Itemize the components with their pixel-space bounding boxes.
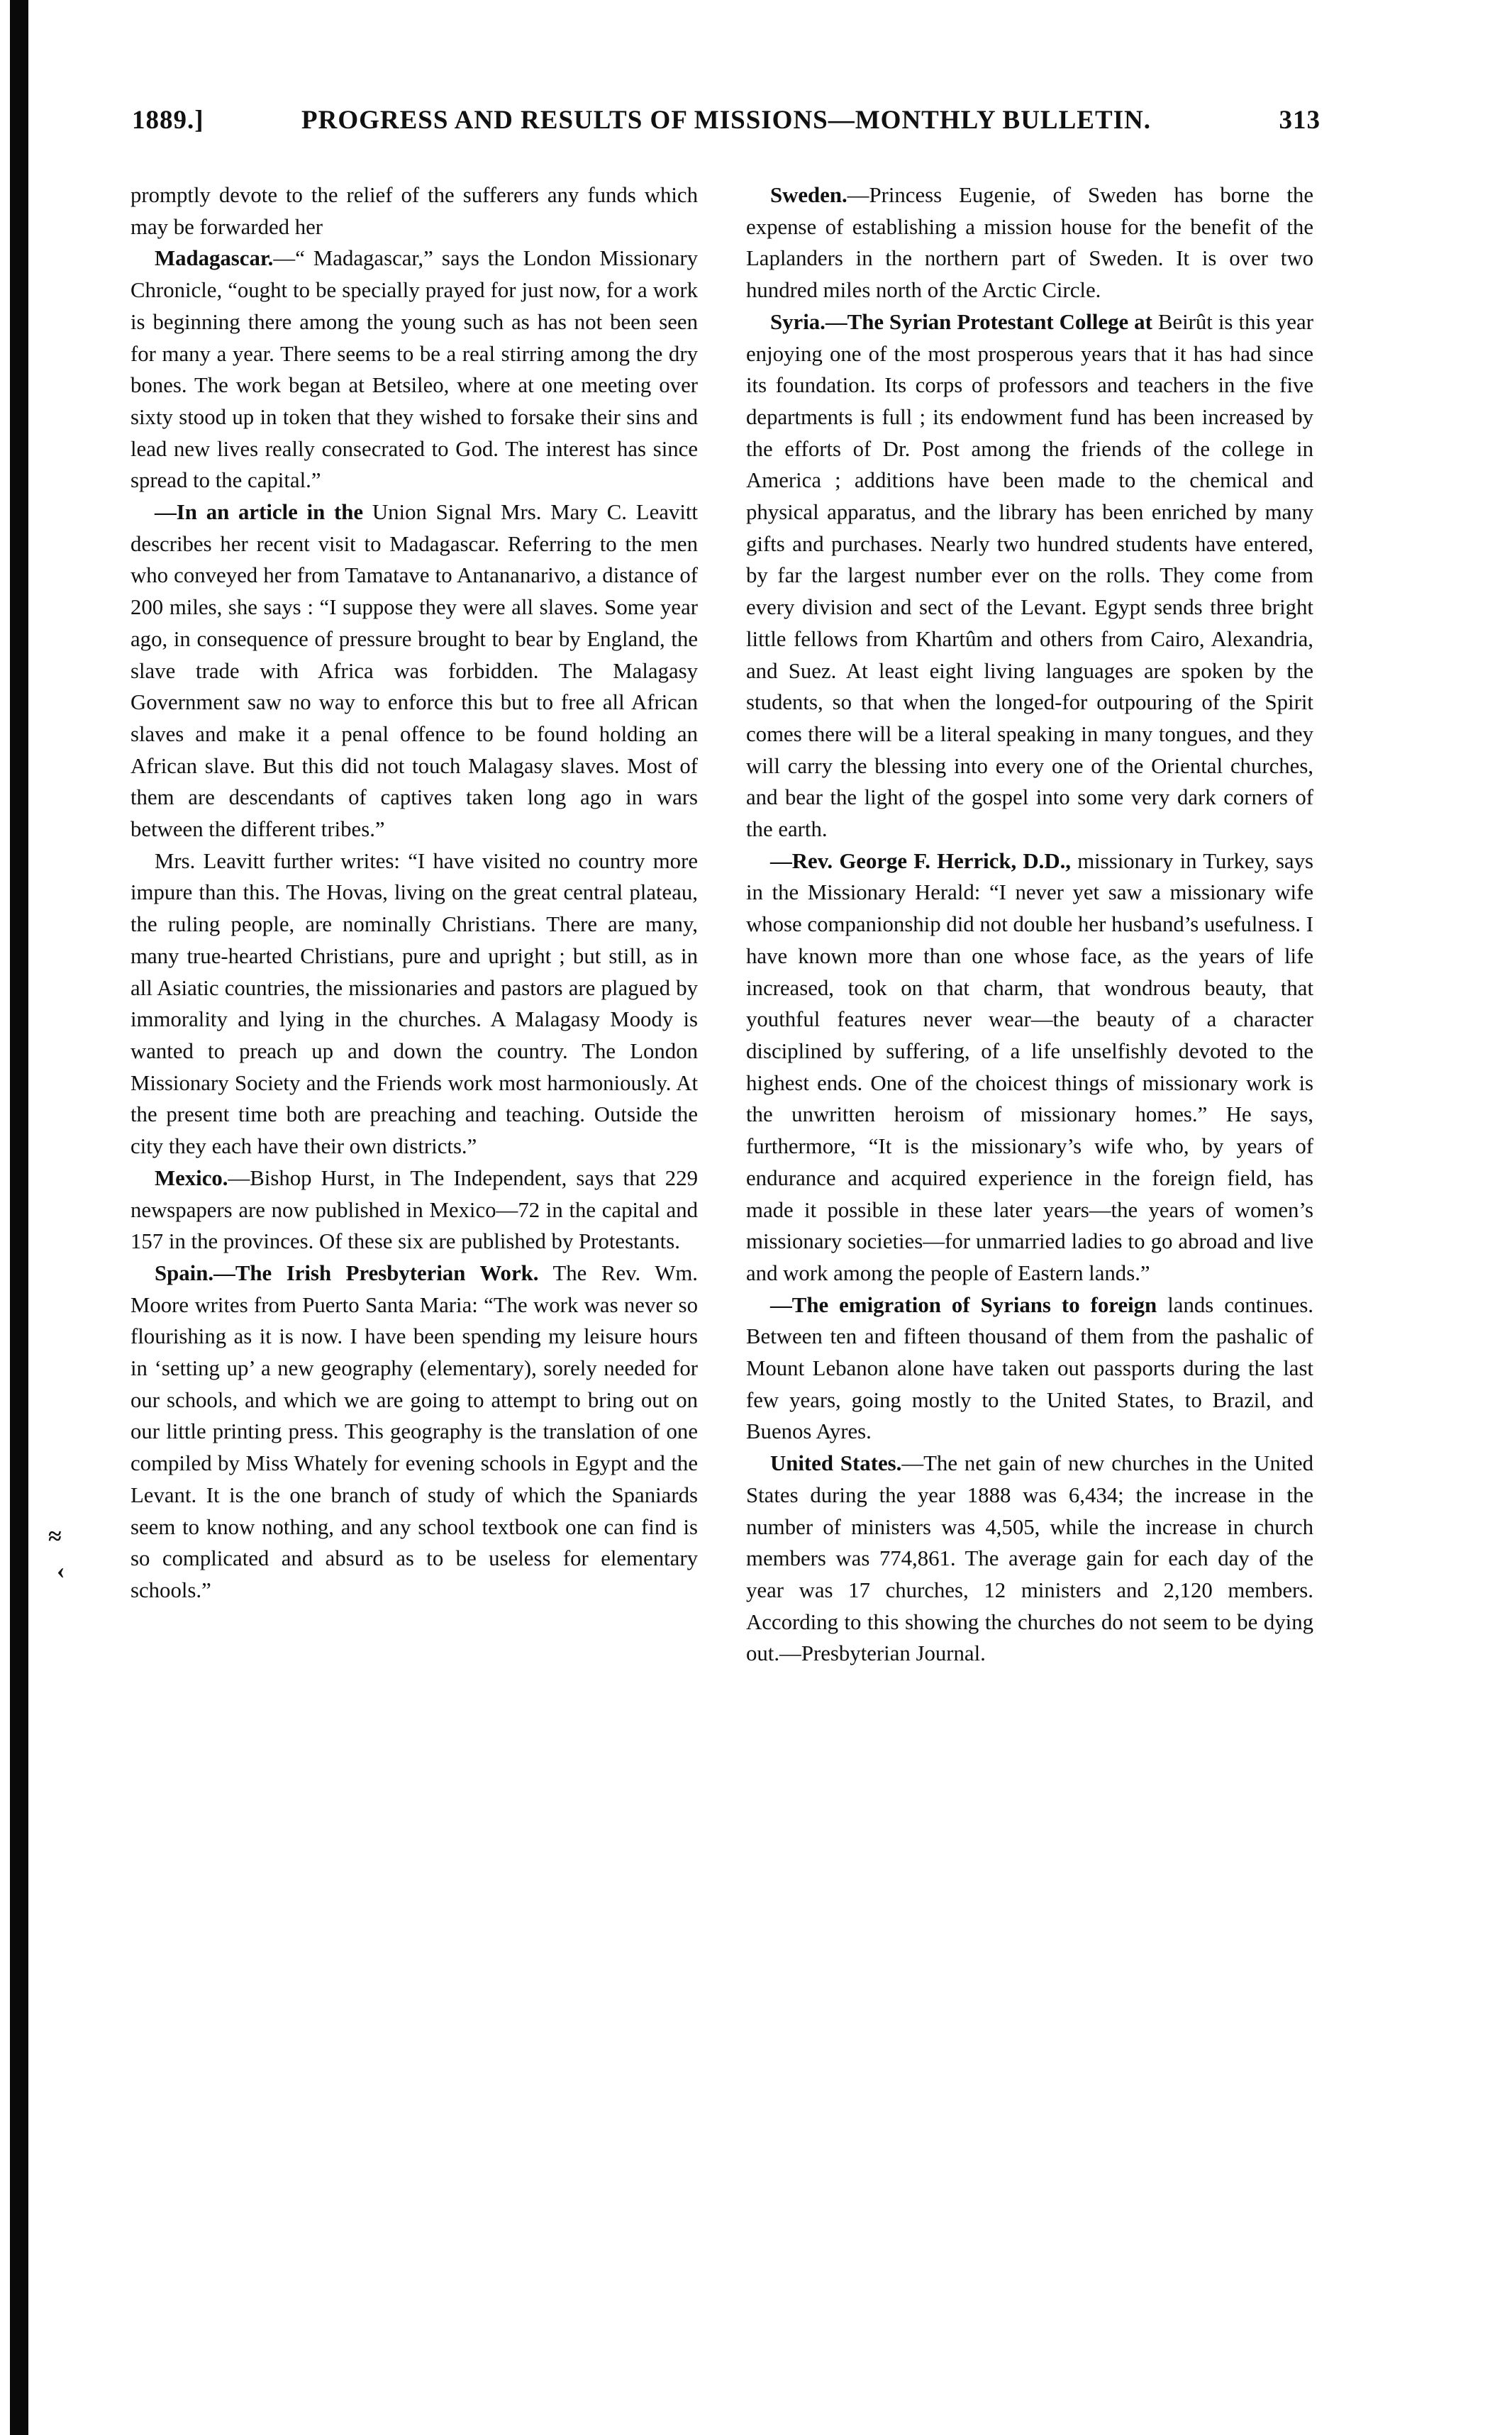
paragraph-text: —“ Madagascar,” says the London Missionary Chronicle, “ought to be specially prayed for just now, for a work is beginning there among the young such as has not been seen for many a year. There seems to be a real stirring among the dry bones. The work began at Betsileo, where at one meeting over sixty stood up in token that they wished to forsake their sins and lead new lives really consecrated to God. The interest has since spread to the capital.” xyxy=(130,246,698,493)
paragraph xyxy=(130,179,698,243)
margin-mark: ≈ xyxy=(48,1524,62,1550)
paragraph xyxy=(130,1258,698,1607)
paragraph-lead: —In an article in the xyxy=(155,500,364,525)
paragraph-lead: Madagascar. xyxy=(155,246,274,271)
paragraph xyxy=(130,845,698,1163)
paragraph xyxy=(746,1289,1313,1448)
running-header xyxy=(132,105,1321,146)
paragraph-text: —The net gain of new churches in the United States during the year 1888 was 6,434; the increase in the number of ministers was 4,505, while the increase in church members was 774,861. The average gain for each day of the year was 17 churches, 12 ministers and 2,120 members. According to this showing the churches do not seem to be dying out.—Presbyterian Journal. xyxy=(746,1451,1313,1666)
paragraph-lead: —The emigration of Syrians to foreign xyxy=(770,1292,1157,1317)
paragraph xyxy=(130,497,698,845)
paragraph-lead: Mexico. xyxy=(155,1165,228,1190)
binding-edge xyxy=(10,0,28,2435)
paragraph-lead: —Rev. George F. Herrick, D.D., xyxy=(770,848,1071,873)
paragraph-text: lands continues. Between ten and fifteen thousand of them from the pashalic of Mount Lebanon alone have taken out passports during the last few years, going mostly to the United States, to Brazil, and Buenos Ayres. xyxy=(746,1292,1313,1444)
paragraph-text: promptly devote to the relief of the sufferers any funds which may be forwarded her xyxy=(130,183,698,239)
paragraph xyxy=(746,179,1313,306)
paragraph xyxy=(130,1163,698,1258)
paragraph xyxy=(130,243,698,497)
paragraph-text: —Princess Eugenie, of Sweden has borne the expense of establishing a mission house for the benefit of the Laplanders in the northern part of Sweden. It is over two hundred miles north of the Arctic Circle. xyxy=(746,183,1313,303)
paragraph-lead: United States. xyxy=(770,1451,902,1476)
paragraph-text: —Bishop Hurst, in The Independent, says that 229 newspapers are now published in Mexico—72 in the capital and 157 in the provinces. Of these six are published by Protestants. xyxy=(130,1165,698,1254)
left-column xyxy=(130,179,698,2343)
right-column xyxy=(746,179,1313,2343)
paragraph xyxy=(746,306,1313,845)
paragraph-lead: Syria.—The Syrian Protestant College at xyxy=(770,309,1152,334)
paragraph-text: Union Signal Mrs. Mary C. Leavitt describes her recent visit to Madagascar. Referring to the men who conveyed her from Tamatave to Antananarivo, a distance of 200 miles, she says : “I suppose they were all slaves. Some year ago, in consequence of pressure brought to bear by England, the slave trade with Africa was forbidden. The Malagasy Government saw no way to enforce this but to free all African slaves and make it a penal offence to be found holding an African slave. But this did not touch Malagasy slaves. Most of them are descendants of captives taken long ago in wars between the different tribes.” xyxy=(130,500,698,842)
header-title: PROGRESS AND RESULTS OF MISSIONS—MONTHLY BULLETIN. xyxy=(301,106,1151,135)
paragraph-text: Beirût is this year enjoying one of the most prosperous years that it has had since its foundation. Its corps of professors and teachers in the five departments is full ; its endowment fund has been increased by the efforts of Dr. Post among the friends of the college in America ; additions have been made to the chemical and physical apparatus, and the library has been enriched by many gifts and purchases. Nearly two hundred students have entered, by far the largest number ever on the rolls. They come from every division and sect of the Levant. Egypt sends three bright little fellows from Khartûm and others from Cairo, Alexandria, and Suez. At least eight living languages are spoken by the students, so that when the longed-for outpouring of the Spirit comes there will be a literal speaking in many tongues, and they will carry the blessing into every one of the Oriental churches, and bear the light of the gospel into some very dark corners of the earth. xyxy=(746,309,1313,842)
paragraph-lead: Sweden. xyxy=(770,183,847,207)
paragraph xyxy=(746,845,1313,1289)
paragraph-text: The Rev. Wm. Moore writes from Puerto Santa Maria: “The work was never so flourishing as it is now. I have been spending my leisure hours in ‘setting up’ a new geography (elementary), sorely needed for our schools, and which we are going to attempt to bring out on our little printing press. This geography is the translation of one compiled by Miss Whately for evening schools in Egypt and the Levant. It is the one branch of study of which the Spaniards seem to know nothing, and any school textbook one can find is so complicated and absurd as to be useless for elementary schools.” xyxy=(130,1260,698,1602)
paragraph-text: Mrs. Leavitt further writes: “I have visited no country more impure than this. The Hovas, living on the great central plateau, the ruling people, are nominally Christians. There are many, many true-hearted Christians, pure and upright ; but still, as in all Asiatic countries, the missionaries and pastors are plagued by immorality and lying in the churches. A Malagasy Moody is wanted to preach up and down the country. The London Missionary Society and the Friends work most harmoniously. At the present time both are preaching and teaching. Outside the city they each have their own districts.” xyxy=(130,848,698,1159)
margin-mark: ‹ xyxy=(57,1558,65,1584)
header-year: 1889.] xyxy=(132,106,204,135)
paragraph-text: missionary in Turkey, says in the Missionary Herald: “I never yet saw a missionary wife whose companionship did not double her husband’s usefulness. I have known more than one whose face, as the years of life increased, took on that charm, that wondrous beauty, that youthful features never wear—the beauty of a character disciplined by suffering, of a life unselfishly devoted to the highest ends. One of the choicest things of missionary work is the unwritten heroism of missionary homes.” He says, furthermore, “It is the missionary’s wife who, by years of endurance and acquired experience in the foreign field, has made it possible in these later years—the years of women’s missionary societies—for unmarried ladies to go abroad and live and work among the people of Eastern lands.” xyxy=(746,848,1313,1285)
paragraph xyxy=(746,1448,1313,1670)
paragraph-lead: Spain.—The Irish Presbyterian Work. xyxy=(155,1260,539,1285)
page-number: 313 xyxy=(1279,106,1321,135)
